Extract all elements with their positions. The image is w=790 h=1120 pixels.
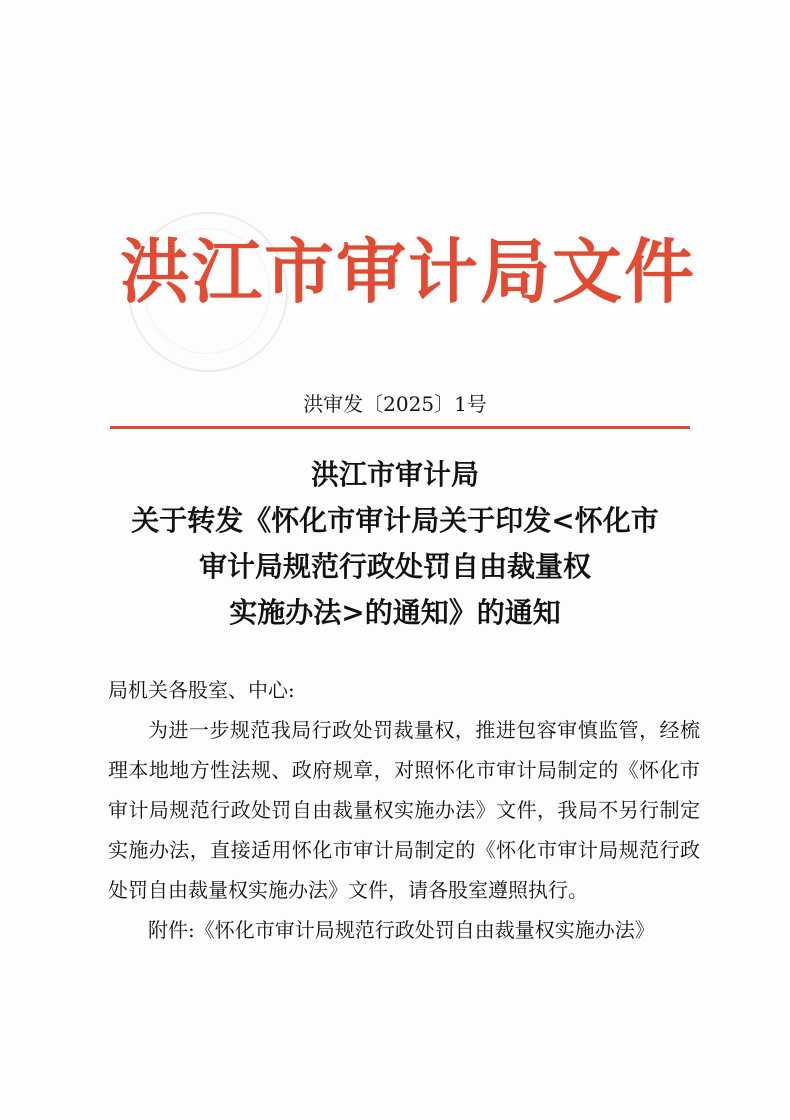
salutation: 局机关各股室、中心: (108, 678, 295, 702)
attachment-line: 附件:《怀化市审计局规范行政处罚自由裁量权实施办法》 (148, 918, 655, 942)
body-paragraph: 为进一步规范我局行政处罚裁量权，推进包容审慎监管，经梳理本地地方性法规、政府规章，对照怀化市审计局制定的《怀化市审计局规范行政处罚自由裁量权实施办法》文件，我局不另行制定实施办法，直接适用怀化市审计局制定的《怀化市审计局规范行政处罚自由裁量权实施办法》文件，请各股室遵照执行。 (108, 718, 700, 902)
title-line-1: 洪江市审计局 (310, 458, 479, 491)
title-line-3: 审计局规范行政处罚自由裁量权 (198, 550, 591, 583)
red-divider-line (110, 426, 690, 429)
agency-document-header: 洪江市审计局文件 (120, 230, 696, 313)
document-title (80, 452, 710, 636)
document-body (108, 670, 700, 950)
document-number: 洪审发〔2025〕1号 (303, 392, 487, 416)
title-line-4: 实施办法>的通知》的通知 (229, 596, 561, 629)
title-line-2: 关于转发《怀化市审计局关于印发<怀化市 (131, 504, 659, 537)
